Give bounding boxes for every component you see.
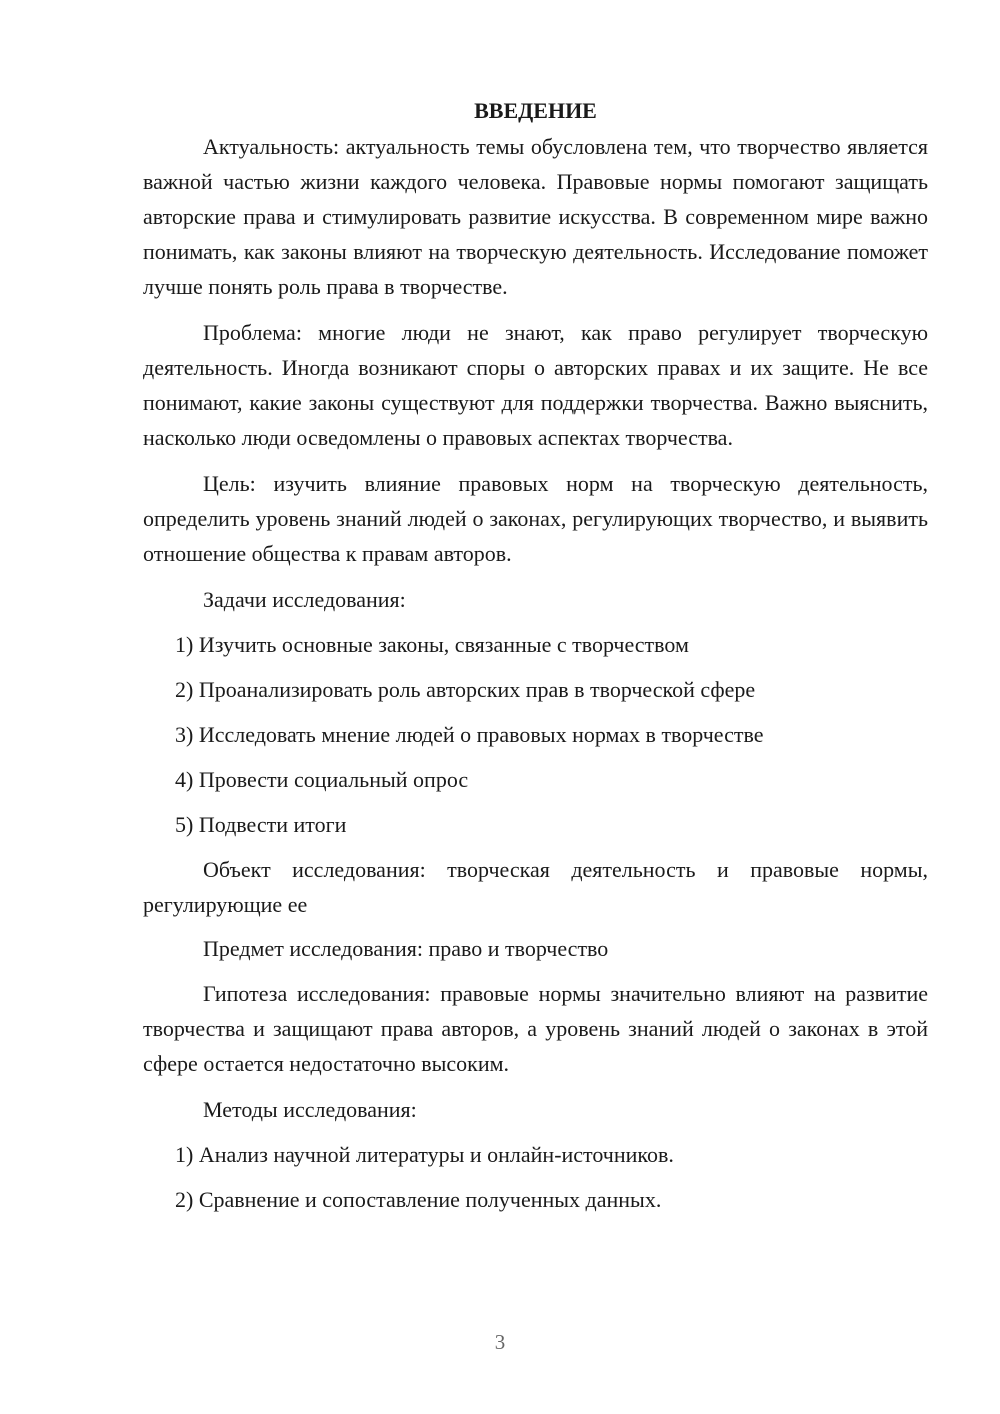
document-page xyxy=(143,93,928,1227)
relevance-paragraph: Актуальность: актуальность темы обусловлена тем, что творчество является важной частью жизни каждого человека. Правовые нормы помогают защищать авторские права и стимулировать развитие искусства. В современном мире важно понимать, как законы влияют на творческую деятельность. Исследование поможет лучше понять роль права в творчестве. xyxy=(143,134,928,299)
task-item: 1) Изучить основные законы, связанные с творчеством xyxy=(175,632,689,657)
task-item: 2) Проанализировать роль авторских прав в творческой сфере xyxy=(175,677,756,702)
task-item: 5) Подвести итоги xyxy=(175,812,347,837)
hypothesis-paragraph: Гипотеза исследования: правовые нормы значительно влияют на развитие творчества и защищают права авторов, а уровень знаний людей о законах в этой сфере остается недостаточно высоким. xyxy=(143,981,928,1076)
object-paragraph: Объект исследования: творческая деятельность и правовые нормы, регулирующие ее xyxy=(143,857,928,917)
methods-list xyxy=(143,1137,928,1217)
task-item: 4) Провести социальный опрос xyxy=(175,767,469,792)
method-item: 2) Сравнение и сопоставление полученных данных. xyxy=(175,1187,662,1212)
page-number: 3 xyxy=(494,1330,506,1354)
tasks-heading: Задачи исследования: xyxy=(203,587,406,612)
task-item: 3) Исследовать мнение людей о правовых нормах в творчестве xyxy=(175,722,764,747)
methods-heading: Методы исследования: xyxy=(203,1097,417,1122)
method-item: 1) Анализ научной литературы и онлайн-источников. xyxy=(175,1142,674,1167)
tasks-list xyxy=(143,627,928,842)
section-title: ВВЕДЕНИЕ xyxy=(474,98,597,123)
subject-paragraph: Предмет исследования: право и творчество xyxy=(203,936,609,961)
problem-paragraph: Проблема: многие люди не знают, как право регулирует творческую деятельность. Иногда возникают споры о авторских правах и их защите. Не все понимают, какие законы существуют для поддержки творчества. Важно выяснить, насколько люди осведомлены о правовых аспектах творчества. xyxy=(143,320,928,450)
goal-paragraph: Цель: изучить влияние правовых норм на творческую деятельность, определить уровень знаний людей о законах, регулирующих творчество, и выявить отношение общества к правам авторов. xyxy=(143,471,928,566)
